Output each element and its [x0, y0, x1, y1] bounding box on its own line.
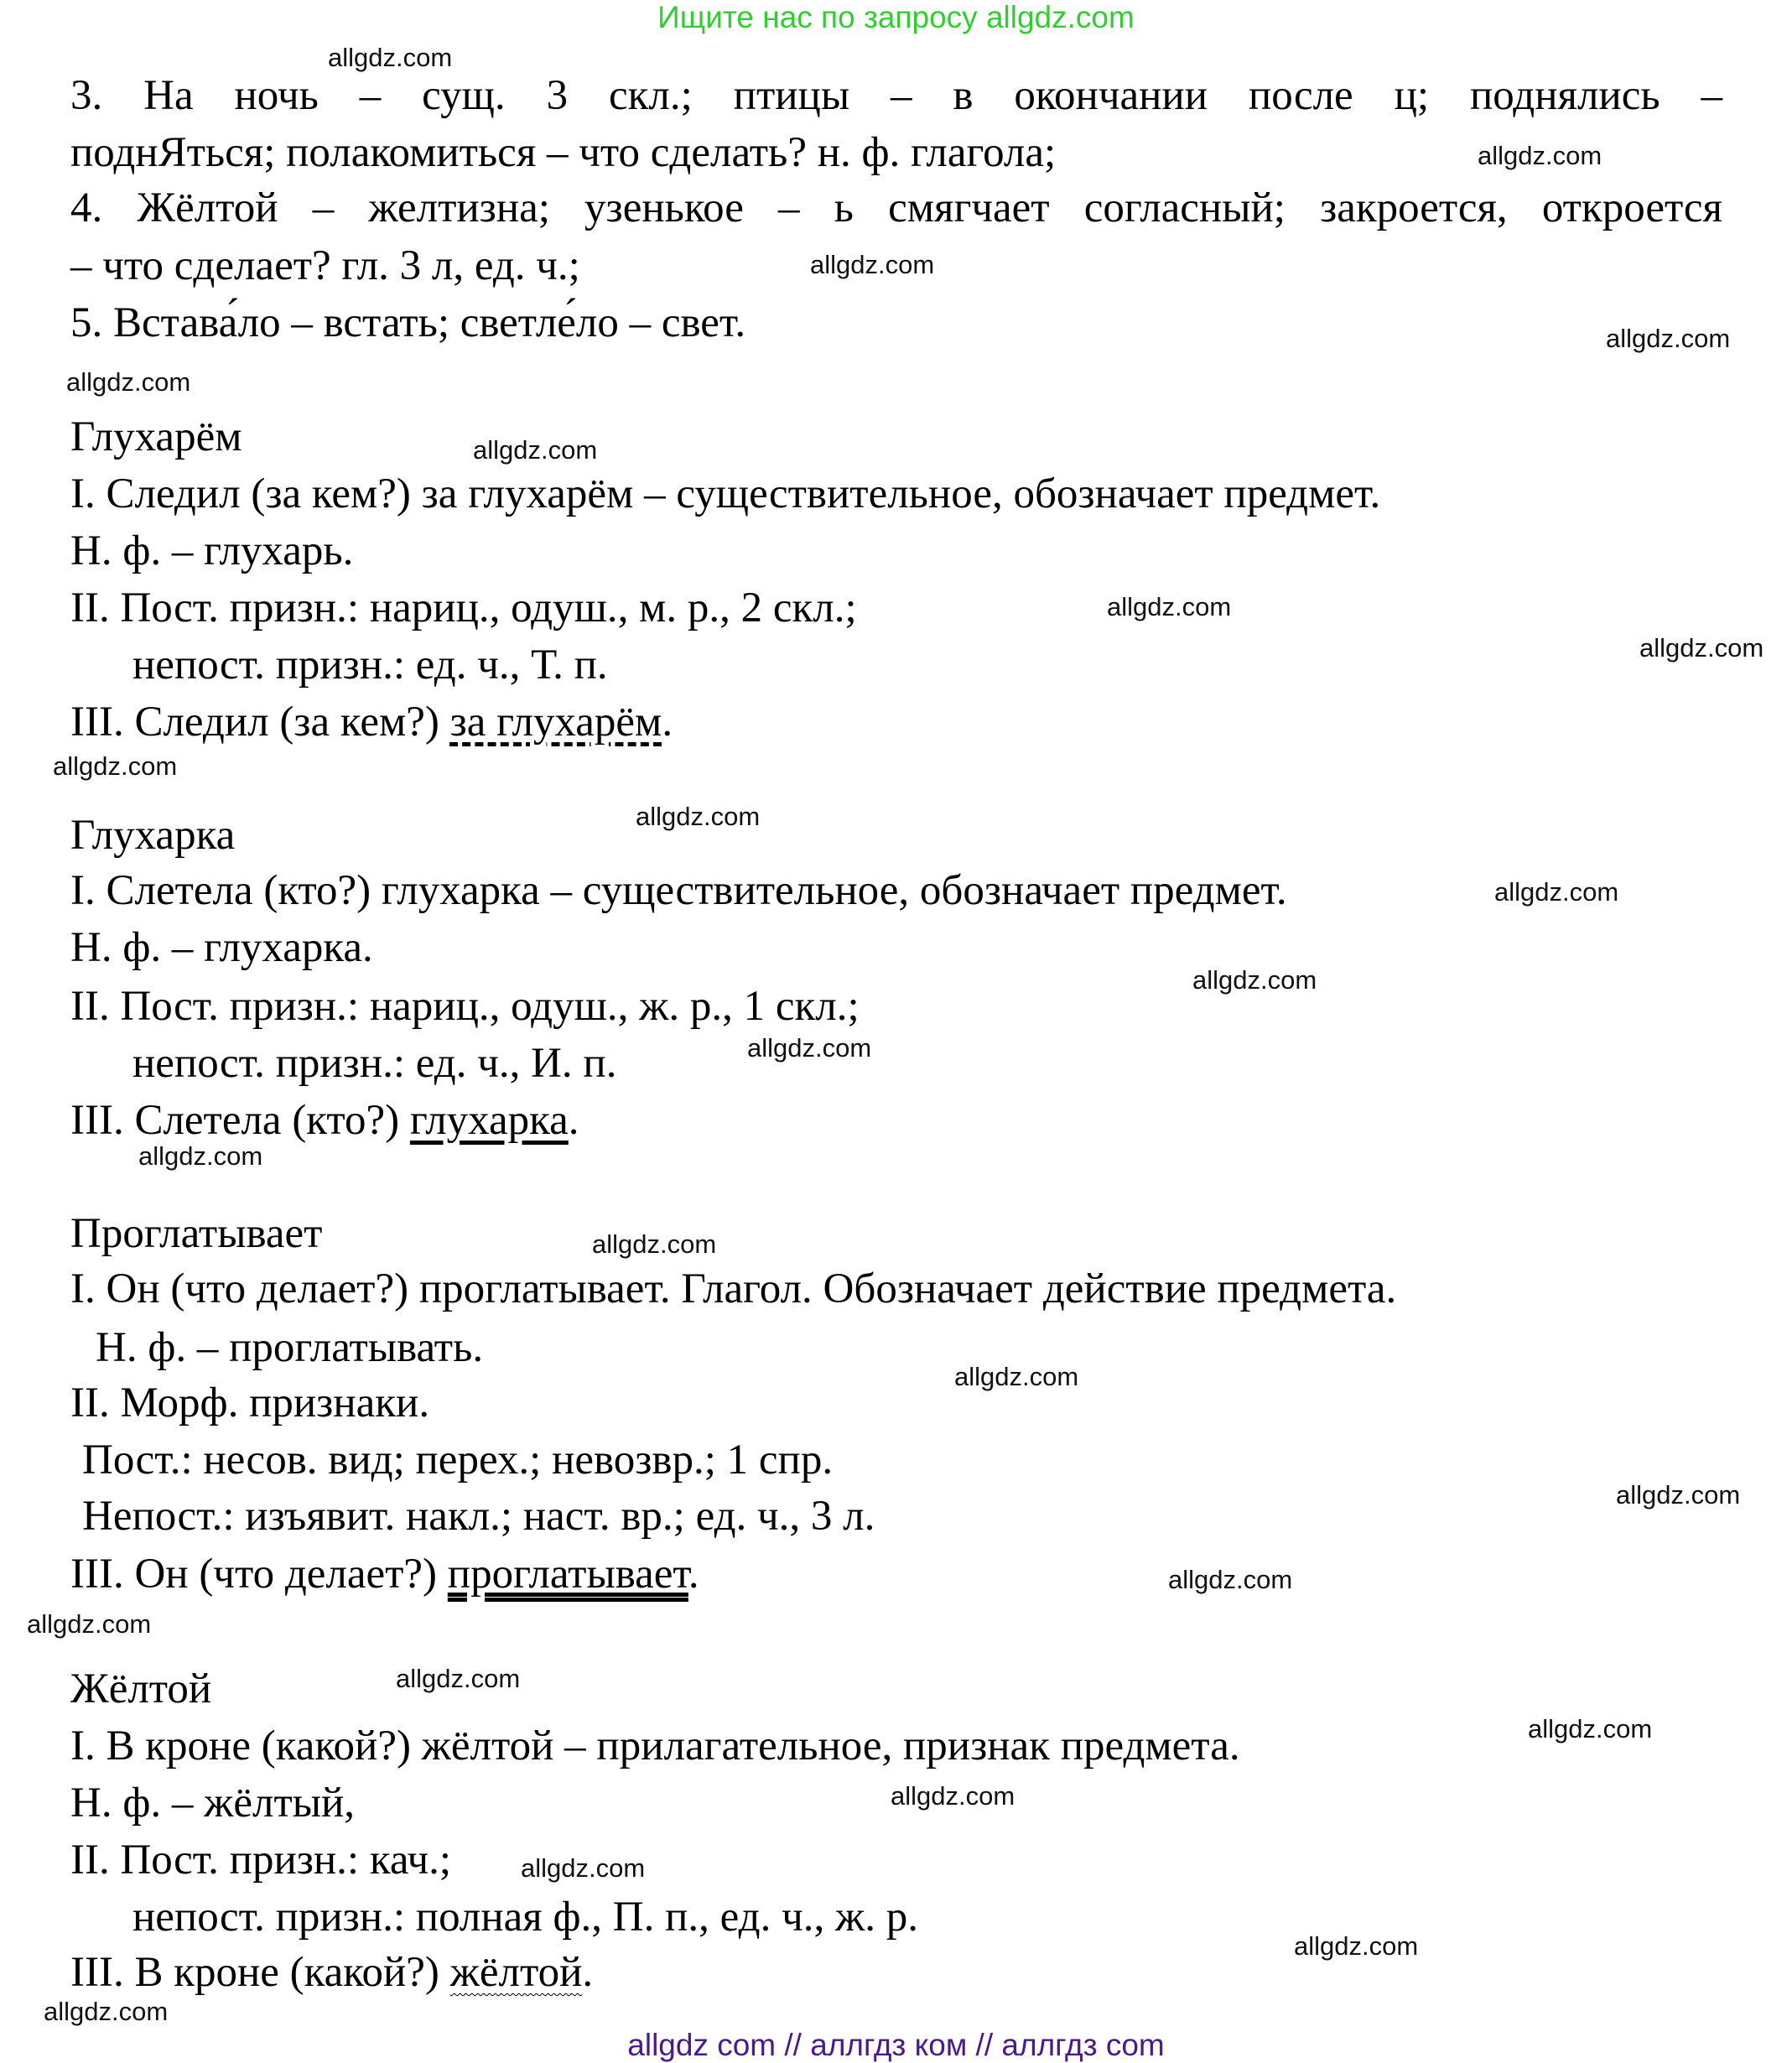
syntax-prefix: III. Слетела (кто?) [70, 1097, 410, 1144]
section-line: I. Следил (за кем?) за глухарём – существительное, обозначает предмет. [70, 470, 1381, 517]
watermark: allgdz.com [1616, 1480, 1741, 1510]
watermark: allgdz.com [592, 1229, 717, 1259]
syntax-prefix: III. Следил (за кем?) [70, 699, 450, 746]
section-line: II. Морф. признаки. [70, 1380, 430, 1426]
watermark: allgdz.com [1168, 1565, 1293, 1594]
watermark: allgdz.com [1478, 141, 1602, 170]
section-title: Глухарём [70, 413, 242, 460]
watermark: allgdz.com [1107, 592, 1232, 621]
watermark: allgdz.com [891, 1781, 1015, 1811]
watermark: allgdz.com [1606, 324, 1731, 353]
intro-line-1: 3. На ночь – сущ. 3 скл.; птицы – в окончании после ц; поднялись – [70, 72, 1722, 119]
watermark: allgdz.com [521, 1853, 646, 1883]
watermark: allgdz.com [954, 1362, 1079, 1391]
section-line: Пост.: несов. вид; перех.; невозвр.; 1 спр. [82, 1437, 834, 1484]
syntax-line [70, 1947, 593, 1998]
watermark: allgdz.com [747, 1033, 872, 1063]
section-line: I. Он (что делает?) проглатывает. Глагол. Обозначает действие предмета. [70, 1265, 1397, 1312]
watermark: allgdz.com [1192, 965, 1317, 995]
section-line: Непост.: изъявит. накл.; наст. вр.; ед. ч., 3 л. [82, 1493, 875, 1540]
syntax-word: глухарка [409, 1097, 569, 1144]
section-line: Н. ф. – жёлтый, [70, 1780, 356, 1827]
section-line: непост. призн.: ед. ч., И. п. [132, 1040, 617, 1087]
syntax-line [70, 1095, 579, 1146]
search-banner: Ищите нас по запросу allgdz.com [657, 0, 1135, 34]
intro-line-2: поднЯться; полакомиться – что сделать? н. ф. глагола; [70, 129, 1057, 176]
watermark: allgdz.com [138, 1141, 263, 1171]
syntax-line [70, 697, 673, 747]
intro-line-4: – что сделает? гл. 3 л, ед. ч.; [70, 242, 580, 289]
watermark: allgdz.com [44, 1997, 169, 2026]
syntax-prefix: III. В кроне (какой?) [70, 1949, 450, 1996]
watermark: allgdz.com [1639, 633, 1764, 663]
section-line: Н. ф. – глухарка. [70, 924, 373, 971]
syntax-suffix: . [688, 1551, 699, 1598]
footer-link[interactable]: allgdz com // аллгдз ком // аллгдз com [627, 2028, 1165, 2062]
intro-line-5: 5. Встава́ло – встать; светле́ло – свет. [70, 299, 746, 346]
section-line: II. Пост. призн.: кач.; [70, 1837, 452, 1884]
section-line: Н. ф. – проглатывать. [96, 1324, 484, 1371]
section-line: I. В кроне (какой?) жёлтой – прилагательное, признак предмета. [70, 1723, 1240, 1769]
section-title: Жёлтой [70, 1665, 212, 1712]
watermark: allgdz.com [66, 367, 191, 397]
section-line: I. Слетела (кто?) глухарка – существительное, обозначает предмет. [70, 867, 1287, 914]
syntax-prefix: III. Он (что делает?) [70, 1551, 448, 1598]
intro-line-3: 4. Жёлтой – желтизна; узенькое – ь смягчает согласный; закроется, откроется [70, 184, 1722, 231]
watermark: allgdz.com [473, 435, 598, 465]
watermark: allgdz.com [53, 751, 178, 781]
watermark: allgdz.com [810, 250, 935, 279]
section-line: Н. ф. – глухарь. [70, 527, 354, 574]
section-line: непост. призн.: полная ф., П. п., ед. ч., ж. р. [132, 1894, 918, 1941]
syntax-word: за глухарём [449, 699, 662, 746]
watermark: allgdz.com [1294, 1931, 1419, 1961]
watermark: allgdz.com [328, 43, 453, 72]
watermark: allgdz.com [1528, 1714, 1653, 1743]
syntax-suffix: . [662, 699, 673, 746]
watermark: allgdz.com [636, 802, 761, 831]
syntax-suffix: . [582, 1949, 594, 1996]
section-line: II. Пост. призн.: нариц., одуш., м. р., 2 скл.; [70, 585, 857, 631]
section-title: Глухарка [70, 812, 236, 859]
section-title: Проглатывает [70, 1210, 323, 1257]
section-line: II. Пост. призн.: нариц., одуш., ж. р., 1 скл.; [70, 983, 860, 1030]
watermark: allgdz.com [27, 1609, 152, 1639]
syntax-word: проглатывает [447, 1551, 688, 1598]
syntax-suffix: . [568, 1097, 579, 1144]
watermark: allgdz.com [396, 1664, 521, 1693]
syntax-line [70, 1549, 699, 1599]
watermark: allgdz.com [1494, 877, 1619, 907]
syntax-word: жёлтой [449, 1949, 583, 1996]
section-line: непост. призн.: ед. ч., Т. п. [132, 642, 608, 689]
